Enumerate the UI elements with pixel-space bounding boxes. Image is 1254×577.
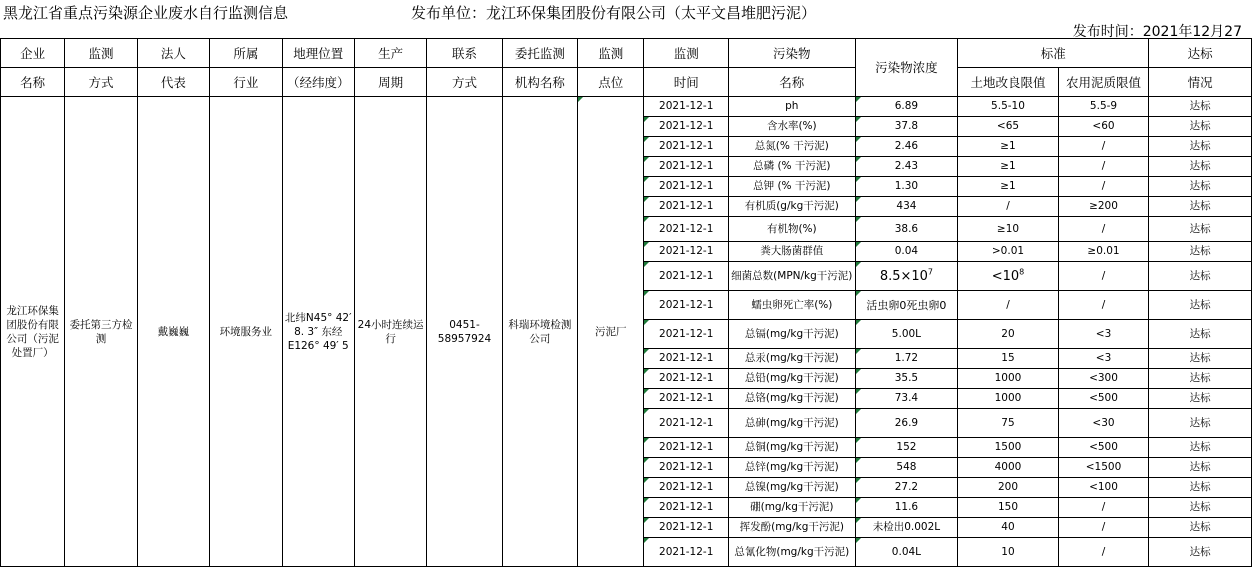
cell-status: 达标: [1149, 177, 1252, 197]
cell-land-limit: >0.01: [958, 242, 1059, 262]
cell-time: 2021-12-1: [644, 97, 728, 117]
cell-agri-limit: <60: [1058, 117, 1149, 137]
cell-land-limit: /: [958, 291, 1059, 320]
cell-land-limit: /: [958, 197, 1059, 217]
cell-status: 达标: [1149, 389, 1252, 409]
cell-time: 2021-12-1: [644, 117, 728, 137]
cell-agri-limit: /: [1058, 217, 1149, 242]
cell-pollutant: 总锌(mg/kg干污泥): [728, 458, 855, 478]
cell-time: 2021-12-1: [644, 518, 728, 538]
cell-land-limit: 1500: [958, 438, 1059, 458]
cell-time: 2021-12-1: [644, 320, 728, 349]
col-header: 地理位置: [282, 39, 354, 68]
cell-land-limit: ≥1: [958, 157, 1059, 177]
cell-land-limit: [958, 262, 1059, 291]
monitoring-table: [0, 38, 1252, 567]
contact: 0451-58957924: [427, 97, 502, 567]
cell-land-limit: 20: [958, 320, 1059, 349]
cell-pollutant: 总氮(% 干污泥): [728, 137, 855, 157]
col-header: 法人: [137, 39, 209, 68]
col-header: 情况: [1149, 68, 1252, 97]
cell-agri-limit: /: [1058, 262, 1149, 291]
conc-base: 8.5×10: [879, 268, 928, 284]
col-header: 名称: [1, 68, 65, 97]
col-header: 方式: [427, 68, 502, 97]
cell-land-limit: ≥1: [958, 177, 1059, 197]
cell-status: 达标: [1149, 137, 1252, 157]
cell-land-limit: 4000: [958, 458, 1059, 478]
cell-land-limit: 1000: [958, 369, 1059, 389]
col-header: 方式: [65, 68, 137, 97]
col-header: （经纬度）: [282, 68, 354, 97]
cell-land-limit: 200: [958, 478, 1059, 498]
cell-time: 2021-12-1: [644, 498, 728, 518]
col-header: 行业: [210, 68, 282, 97]
col-header: 达标: [1149, 39, 1252, 68]
cell-pollutant: 有机物(%): [728, 217, 855, 242]
cell-time: 2021-12-1: [644, 262, 728, 291]
col-header: 污染物: [728, 39, 855, 68]
col-header: 标准: [958, 39, 1149, 68]
cell-status: 达标: [1149, 349, 1252, 369]
cell-pollutant: 总铜(mg/kg干污泥): [728, 438, 855, 458]
company-name: 龙江环保集团股份有限公司（污泥处置厂）: [1, 97, 65, 567]
cell-time: 2021-12-1: [644, 217, 728, 242]
cell-agri-limit: 5.5-9: [1058, 97, 1149, 117]
cell-concentration: 548: [855, 458, 958, 478]
cell-land-limit: ≥10: [958, 217, 1059, 242]
cell-status: 达标: [1149, 242, 1252, 262]
cell-pollutant: 总铅(mg/kg干污泥): [728, 369, 855, 389]
cell-pollutant: ph: [728, 97, 855, 117]
cell-agri-limit: ≥200: [1058, 197, 1149, 217]
land-base: <10: [991, 268, 1020, 284]
cell-land-limit: 15: [958, 349, 1059, 369]
cell-status: 达标: [1149, 97, 1252, 117]
cell-time: 2021-12-1: [644, 349, 728, 369]
cell-status: 达标: [1149, 478, 1252, 498]
cell-pollutant: 总氰化物(mg/kg干污泥): [728, 538, 855, 567]
cell-land-limit: 10: [958, 538, 1059, 567]
cell-status: 达标: [1149, 458, 1252, 478]
cell-land-limit: ≥1: [958, 137, 1059, 157]
title-bar: [0, 0, 1254, 22]
cell-time: 2021-12-1: [644, 409, 728, 438]
cell-concentration: 6.89: [855, 97, 958, 117]
col-header: 土地改良限值: [958, 68, 1059, 97]
col-header: 时间: [644, 68, 728, 97]
cell-concentration: 11.6: [855, 498, 958, 518]
cell-pollutant: 蠕虫卵死亡率(%): [728, 291, 855, 320]
cell-status: 达标: [1149, 262, 1252, 291]
cell-time: 2021-12-1: [644, 369, 728, 389]
legal-rep: 戴巍巍: [137, 97, 209, 567]
cell-status: 达标: [1149, 117, 1252, 137]
cell-pollutant: 总磷 (% 干污泥): [728, 157, 855, 177]
industry: 环境服务业: [210, 97, 282, 567]
cell-land-limit: 150: [958, 498, 1059, 518]
cell-concentration: 73.4: [855, 389, 958, 409]
cell-time: 2021-12-1: [644, 478, 728, 498]
cell-concentration: 2.43: [855, 157, 958, 177]
cell-agri-limit: /: [1058, 291, 1149, 320]
cell-time: 2021-12-1: [644, 137, 728, 157]
cell-land-limit: <65: [958, 117, 1059, 137]
cell-pollutant: 含水率(%): [728, 117, 855, 137]
cell-pollutant: 硼(mg/kg干污泥): [728, 498, 855, 518]
cell-pollutant: 挥发酚(mg/kg干污泥): [728, 518, 855, 538]
cell-concentration: 活虫卵0死虫卵0: [855, 291, 958, 320]
cell-concentration: 152: [855, 438, 958, 458]
publish-time: 发布时间：2021年12月27: [1072, 24, 1242, 40]
cell-agri-limit: <1500: [1058, 458, 1149, 478]
cell-agri-limit: /: [1058, 518, 1149, 538]
col-header: 所属: [210, 39, 282, 68]
col-header: 生产: [354, 39, 426, 68]
cell-concentration: 38.6: [855, 217, 958, 242]
publisher: 发布单位：龙江环保集团股份有限公司（太平文昌堆肥污泥）: [411, 4, 817, 22]
col-header: 委托监测: [502, 39, 577, 68]
cell-pollutant: 总铬(mg/kg干污泥): [728, 389, 855, 409]
cell-concentration: 2.46: [855, 137, 958, 157]
col-header: 企业: [1, 39, 65, 68]
cell-pollutant: 总汞(mg/kg干污泥): [728, 349, 855, 369]
col-header: 监测: [644, 39, 728, 68]
cell-status: 达标: [1149, 157, 1252, 177]
cell-time: 2021-12-1: [644, 458, 728, 478]
cell-time: 2021-12-1: [644, 438, 728, 458]
cell-status: 达标: [1149, 438, 1252, 458]
cell-concentration: 35.5: [855, 369, 958, 389]
cell-status: 达标: [1149, 291, 1252, 320]
col-header: 点位: [578, 68, 644, 97]
cell-agri-limit: /: [1058, 538, 1149, 567]
cell-pollutant: 粪大肠菌群值: [728, 242, 855, 262]
header-row-2: [1, 68, 1252, 97]
cell-time: 2021-12-1: [644, 177, 728, 197]
cell-time: 2021-12-1: [644, 197, 728, 217]
cell-agri-limit: <500: [1058, 389, 1149, 409]
cell-pollutant: 有机质(g/kg干污泥): [728, 197, 855, 217]
cell-time: 2021-12-1: [644, 538, 728, 567]
cell-status: 达标: [1149, 369, 1252, 389]
cell-pollutant: 总钾 (% 干污泥): [728, 177, 855, 197]
cell-agri-limit: ≥0.01: [1058, 242, 1149, 262]
col-header: 污染物浓度: [855, 39, 958, 97]
cell-pollutant: 总镉(mg/kg干污泥): [728, 320, 855, 349]
cell-status: 达标: [1149, 538, 1252, 567]
cell-status: 达标: [1149, 518, 1252, 538]
cell-concentration: [855, 262, 958, 291]
cell-land-limit: 5.5-10: [958, 97, 1059, 117]
cell-land-limit: 75: [958, 409, 1059, 438]
col-header: 监测: [578, 39, 644, 68]
cell-time: 2021-12-1: [644, 242, 728, 262]
monitor-method: 委托第三方检测: [65, 97, 137, 567]
cell-time: 2021-12-1: [644, 389, 728, 409]
cell-time: 2021-12-1: [644, 157, 728, 177]
cell-concentration: 37.8: [855, 117, 958, 137]
cell-pollutant: 总镍(mg/kg干污泥): [728, 478, 855, 498]
cell-agri-limit: <500: [1058, 438, 1149, 458]
cell-concentration: 1.30: [855, 177, 958, 197]
cell-concentration: 0.04L: [855, 538, 958, 567]
cell-agri-limit: /: [1058, 157, 1149, 177]
cell-status: 达标: [1149, 320, 1252, 349]
cell-land-limit: 1000: [958, 389, 1059, 409]
page-title: 黑龙江省重点污染源企业废水自行监测信息: [3, 4, 289, 22]
cell-pollutant: 细菌总数(MPN/kg干污泥): [728, 262, 855, 291]
cell-agri-limit: <100: [1058, 478, 1149, 498]
cell-concentration: 未检出0.002L: [855, 518, 958, 538]
cell-status: 达标: [1149, 409, 1252, 438]
cell-agri-limit: <300: [1058, 369, 1149, 389]
cell-concentration: 0.04: [855, 242, 958, 262]
header-row-1: [1, 39, 1252, 68]
cell-agri-limit: /: [1058, 498, 1149, 518]
land-exp: 8: [1019, 267, 1025, 277]
conc-exp: 7: [927, 267, 934, 277]
cell-pollutant: 总砷(mg/kg干污泥): [728, 409, 855, 438]
col-header: 监测: [65, 39, 137, 68]
cell-status: 达标: [1149, 498, 1252, 518]
cell-agri-limit: /: [1058, 177, 1149, 197]
cell-land-limit: 40: [958, 518, 1059, 538]
cell-concentration: 434: [855, 197, 958, 217]
location: 北纬N45° 42′ 8. 3″ 东经E126° 49′ 5: [282, 97, 354, 567]
col-header: 联系: [427, 39, 502, 68]
cell-agri-limit: <3: [1058, 349, 1149, 369]
col-header: 机构名称: [502, 68, 577, 97]
cell-agri-limit: <3: [1058, 320, 1149, 349]
col-header: 周期: [354, 68, 426, 97]
cell-concentration: 27.2: [855, 478, 958, 498]
cell-time: 2021-12-1: [644, 291, 728, 320]
production-cycle: 24小时连续运行: [354, 97, 426, 567]
table-row: [1, 97, 1252, 117]
cell-agri-limit: /: [1058, 137, 1149, 157]
col-header: 农用泥质限值: [1058, 68, 1149, 97]
cell-concentration: 5.00L: [855, 320, 958, 349]
col-header: 代表: [137, 68, 209, 97]
col-header: 名称: [728, 68, 855, 97]
cell-agri-limit: <30: [1058, 409, 1149, 438]
cell-status: 达标: [1149, 197, 1252, 217]
cell-concentration: 26.9: [855, 409, 958, 438]
cell-status: 达标: [1149, 217, 1252, 242]
agency: 科瑞环境检测公司: [502, 97, 577, 567]
cell-concentration: 1.72: [855, 349, 958, 369]
monitor-point: 污泥厂: [578, 97, 644, 567]
